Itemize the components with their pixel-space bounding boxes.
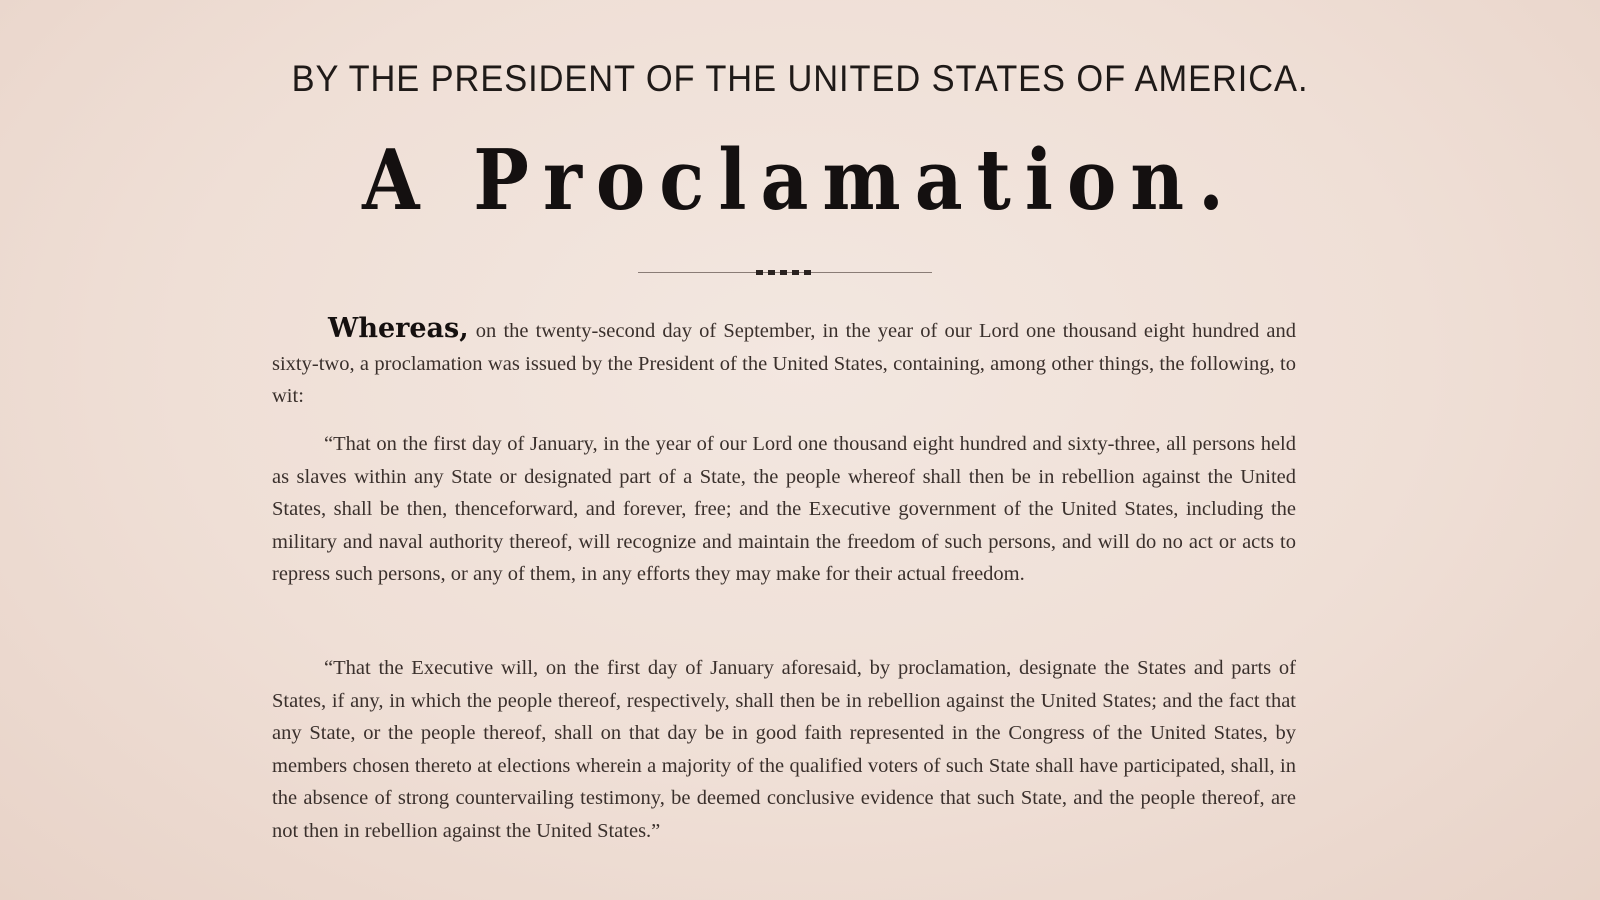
paragraph-text: “That on the first day of January, in the year of our Lord one thousand eight hundred and sixty-three, all persons held as slaves within any State or designated part of a State, the people whereof shall then be in rebellion against the United States, shall be then, thenceforward, and forever, free; and the Executive government of the United States, including the military and naval authority thereof, will recognize and maintain the freedom of such persons, and will do no act or acts to repress such persons, or any of them, in any efforts they may make for their actual freedom.	[272, 433, 1296, 585]
document-title: A Proclamation.	[362, 132, 1238, 230]
ornament-dots	[756, 270, 816, 275]
document-heading: BY THE PRESIDENT OF THE UNITED STATES OF AMERICA.	[291, 58, 1309, 99]
title-ornament-divider	[638, 270, 932, 276]
paragraph-text: “That the Executive will, on the first day of January aforesaid, by proclamation, designate the States and parts of States, if any, in which the people thereof, respectively, shall then be in rebellion against the United States; and the fact that any State, or the people thereof, shall on that day be in good faith represented in the Congress of the United States, by members chosen thereto at elections wherein a majority of the qualified voters of such State shall have participated, shall, in the absence of strong countervailing testimony, be deemed conclusive evidence that such State, and the people thereof, are not then in rebellion against the United States.”	[272, 657, 1296, 842]
paragraph-text: on the twenty-second day of September, in the year of our Lord one thousand eight hundred and sixty-two, a proclamation was issued by the President of the United States, containing, among other things, the following, to wit:	[272, 320, 1296, 407]
paragraph-whereas	[272, 313, 1296, 413]
paragraph-quote-second	[272, 652, 1296, 847]
paragraph-lead-word: Whereas,	[328, 313, 469, 344]
paragraph-quote-first	[272, 428, 1296, 591]
